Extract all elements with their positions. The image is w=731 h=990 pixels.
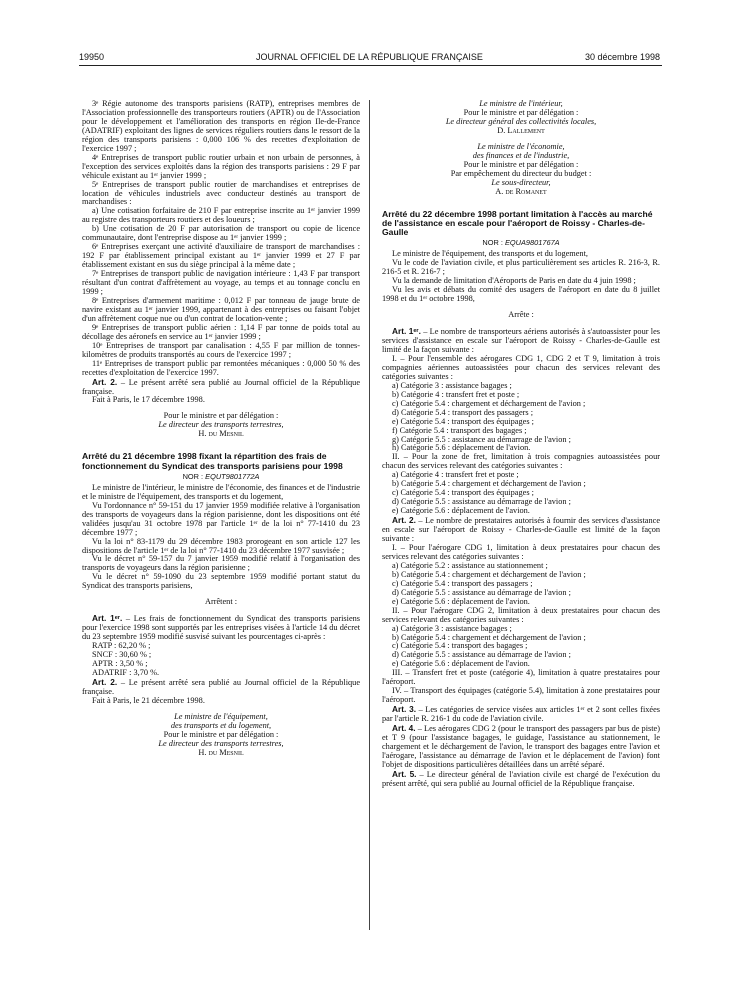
paragraph: Vu le code de l'aviation civile, et plus particulièrement ses articles R. 216-3, R. 216-5 et R. 216-7 ; (382, 258, 660, 277)
share-item: ADATRIF : 3,70 %. (92, 667, 160, 677)
paragraph: II. – Pour la zone de fret, limitation à trois compagnies autoassistées pour chacun des services relevant des catégories suivantes : (382, 452, 660, 471)
list-item: b) Catégorie 5.4 : chargement et déchargement de l'avion ; (392, 479, 586, 489)
page-number: 19950 (79, 52, 105, 62)
paragraph: 9ᵉ Entreprises de transport public aérien : 1,14 F par tonne de poids total au décollage des aéronefs en service au 1ᵉʳ janvier 1999 ; (82, 322, 360, 341)
paragraph: Vu les avis et débats du comité des usagers de l'aéroport en date du 8 juillet 1998 et du 1ᵉʳ octobre 1998, (382, 285, 660, 304)
paragraph: Vu le décret n° 59-157 du 7 janvier 1959 modifié relatif à l'organisation des transports de voyageurs dans la région parisienne ; (82, 554, 360, 573)
column-divider (369, 100, 370, 930)
nor-code: EQUT9801772A (205, 471, 260, 481)
list-item: f) Catégorie 5.4 : transport des bagages ; (392, 425, 527, 435)
nor-code: EQUA9801767A (504, 238, 560, 248)
left-column (82, 100, 360, 758)
list-item: c) Catégorie 5.4 : chargement et déchargement de l'avion ; (392, 398, 586, 408)
article-text: – Les aérogares CDG 2 (pour le transport des passagers par bus de piste) et T 9 (pour l'assistance bagages, le guidage, l'assistance au stationnement, le chargement et le déchargement de l'avion, le transport des bagages entre l'avion et l'aérogare, l'assistance au démarrage de l'avion et le déplacement de l'avion) font l'objet de dispositions particulières détaillées dans un arrêté séparé. (382, 724, 660, 769)
paragraph: Vu la demande de limitation d'Aéroports de Paris en date du 4 juin 1998 ; (392, 276, 636, 286)
paragraph: I. – Pour l'aérogare CDG 1, limitation à deux prestataires pour chacun des services relevant des catégories suivantes : (382, 542, 660, 561)
list-item: g) Catégorie 5.5 : assistance au démarrage de l'avion ; (392, 434, 571, 444)
signature-line: Par empêchement du directeur du budget : (450, 168, 592, 178)
signature-line: Le directeur des transports terrestres, (158, 420, 284, 430)
list-item: b) Catégorie 4 : transfert fret et poste ; (392, 389, 520, 399)
paragraph: Vu l'ordonnance n° 59-151 du 17 janvier 1959 modifiée relative à l'organisation des transports de voyageurs dans la région parisienne, dont les dispositions ont été validées jusqu'au 31 octobre 1978 par l'article 1ᵉʳ de la loi n° 77-1410 du 23 décembre 1977 ; (82, 500, 360, 537)
article-paragraph (382, 770, 660, 789)
issue-date: 30 décembre 1998 (584, 52, 660, 62)
paragraph: IV. – Transport des équipages (catégorie 5.4), limitation à zone prestataires pour l'aéroport. (382, 686, 660, 705)
paragraph: I. – Pour l'ensemble des aérogares CDG 1, CDG 2 et T 9, limitation à trois compagnies aériennes autoassistées pour chacun des services relevant des catégories suivantes : (382, 353, 660, 381)
share-item: RATP : 62,20 % ; (92, 641, 151, 651)
signature-line: des transports et du logement, (170, 720, 272, 730)
nor-reference (382, 238, 660, 248)
list-item: e) Catégorie 5.6 : déplacement de l'avion. (392, 659, 530, 669)
list-item: b) Catégorie 5.4 : chargement et déchargement de l'avion ; (392, 632, 586, 642)
signature-line: des finances et de l'industrie, (472, 150, 570, 160)
signature-line: Pour le ministre et par délégation : (463, 159, 579, 169)
article-text: – Le nombre de prestataires autorisés à fournir des services d'assistance en escale sur l'aéroport de Roissy - Charles-de-Gaulle est limité de la façon suivante : (382, 516, 661, 544)
paragraph: 6ᵉ Entreprises exerçant une activité d'auxiliaire de transport de marchandises : 192 F par établissement principal existant au 1ᵉʳ janvier 1999 et 27 F par établissement existant en sus du siège principal à la même date ; (82, 242, 360, 270)
paragraph: 11ᵉ Entreprises de transport public par remontées mécaniques : 0,000 50 % des recettes d'exploitation de l'exercice 1997. (82, 358, 360, 377)
article-label: Art. 1ᵉʳ. (92, 613, 123, 624)
article-text: – Les frais de fonctionnement du Syndicat des transports parisiens pour l'exercice 1998 sont supportés par les entreprises visées à l'article 14 du décret du 23 septembre 1959 modifié susvisé suivant les pourcentages ci-après : (82, 614, 360, 642)
paragraph: a) Une cotisation forfaitaire de 210 F par entreprise inscrite au 1ᵉʳ janvier 1999 au registre des transporteurs routiers et des loueurs ; (82, 206, 360, 225)
signatory-name: H. du Mesnil (198, 429, 244, 439)
arretent: Arrêtent : (204, 597, 238, 607)
signature-line: Le directeur des transports terrestres, (158, 738, 284, 748)
paragraph: 4ᵉ Entreprises de transport public routier urbain et non urbain de personnes, à l'exception des services exploités dans la région des transports parisiens : 29 F par véhicule existant au 1ᵉʳ janvier 1999 ; (82, 152, 360, 180)
paragraph: 3ᵉ Régie autonome des transports parisiens (RATP), entreprises membres de l'Association professionnelle des transporteurs routiers (APTR) ou de l'Association pour le développement et l'amélioration des transports en région Ile-de-France (ADATRIF) exploitant des lignes de services réguliers routiers dans le ressort de la région des transports parisiens : 0,000 106 % des recettes d'exploitation de l'exercice 1997 ; (82, 99, 360, 153)
list-item: a) Catégorie 3 : assistance bagages ; (392, 623, 512, 633)
list-item: d) Catégorie 5.5 : assistance au démarrage de l'avion ; (392, 650, 571, 660)
share-item: SNCF : 30,60 % ; (92, 650, 152, 660)
signature-line: Pour le ministre et par délégation : (163, 729, 279, 739)
paragraph: 10ᵉ Entreprises de transport par canalisation : 4,55 F par million de tonnes-kilomètres de produits transportés au cours de l'exercice 1997 ; (82, 340, 360, 359)
article-paragraph (82, 614, 360, 642)
signature-line: Pour le ministre et par délégation : (463, 107, 579, 117)
list-item: c) Catégorie 5.4 : transport des équipages ; (392, 488, 534, 498)
list-item: a) Catégorie 5.2 : assistance au stationnement ; (392, 560, 548, 570)
signatory-name: D. Lallement (497, 125, 545, 135)
journal-title: JOURNAL OFFICIEL DE LA RÉPUBLIQUE FRANÇAISE (256, 52, 483, 62)
article-paragraph (82, 378, 360, 397)
paragraph: Le ministre de l'équipement, des transports et du logement, (392, 249, 588, 259)
list-item: d) Catégorie 5.5 : assistance au démarrage de l'avion ; (392, 587, 571, 597)
done-at: Fait à Paris, le 17 décembre 1998. (92, 395, 205, 405)
article-text: – Les catégories de service visées aux articles 1ᵉʳ et 2 sont celles fixées par l'article R. 216-1 du code de l'aviation civile. (382, 705, 661, 724)
article-paragraph (382, 724, 660, 770)
signature-line: Le ministre de l'intérieur, (479, 99, 563, 108)
article-paragraph (82, 678, 360, 697)
paragraph: Vu la loi n° 83-1179 du 29 décembre 1983 prorogeant en son article 127 les dispositions de l'article 1ᵉʳ de la loi n° 77-1410 du 23 décembre 1977 susvisée ; (82, 536, 360, 555)
article-text: – Le directeur général de l'aviation civile est chargé de l'exécution du présent arrêté, qui sera publié au Journal officiel de la République française. (382, 769, 661, 788)
header-rule (79, 65, 662, 66)
article-text: – Le présent arrêté sera publié au Journal officiel de la République française. (82, 377, 361, 396)
signatory-name: A. de Romanet (495, 186, 547, 196)
decree-title: Arrêté du 22 décembre 1998 portant limitation à l'accès au marché de l'assistance en escale pour l'aéroport de Roissy - Charles-de-Gaulle (382, 208, 653, 238)
signatory-name: H. du Mesnil (198, 747, 244, 757)
list-item: c) Catégorie 5.4 : transport des bagages ; (392, 641, 528, 651)
article-label: Art. 2. (92, 376, 118, 387)
signature-line: Pour le ministre et par délégation : (163, 411, 279, 421)
paragraph: II. – Pour l'aérogare CDG 2, limitation à deux prestataires pour chacun des services relevant des catégories suivantes : (382, 605, 660, 624)
page-header (79, 52, 660, 64)
list-item: b) Catégorie 5.4 : chargement et déchargement de l'avion ; (392, 569, 586, 579)
list-item: d) Catégorie 5.5 : assistance au démarrage de l'avion ; (392, 497, 571, 507)
signature-line: Le ministre de l'équipement, (174, 711, 268, 721)
share-item: APTR : 3,50 % ; (92, 659, 148, 669)
signature-line: Le sous-directeur, (491, 177, 551, 187)
article-text: – Le présent arrêté sera publié au Journal officiel de la République française. (82, 677, 361, 696)
list-item: e) Catégorie 5.6 : déplacement de l'avion. (392, 596, 530, 606)
nor-label: NOR : (482, 238, 505, 248)
paragraph: b) Une cotisation de 20 F par autorisation de transport ou copie de licence communautaire, dont l'entreprise dispose au 1ᵉʳ janvier 1999 ; (82, 224, 360, 243)
nor-reference (82, 472, 360, 482)
paragraph: 7ᵉ Entreprises de transport public de navigation intérieure : 1,43 F par transport résultant d'un contrat d'affrètement au voyage, au temps et au tonnage conclu en 1999 ; (82, 269, 360, 297)
nor-label: NOR : (182, 471, 206, 481)
done-at: Fait à Paris, le 21 décembre 1998. (92, 695, 205, 705)
signature-line: Le ministre de l'économie, (477, 141, 565, 151)
list-item: e) Catégorie 5.6 : déplacement de l'avion. (392, 506, 530, 516)
paragraph: 5ᵉ Entreprises de transport public routier de marchandises et entreprises de location de véhicules industriels avec conducteur destinés au transport de marchandises : (82, 179, 360, 207)
article-label: Art. 2. (392, 515, 416, 526)
article-paragraph (382, 327, 660, 355)
arrete: Arrête : (508, 310, 534, 320)
right-column (382, 100, 660, 789)
article-label: Art. 3. (392, 704, 417, 715)
list-item: c) Catégorie 5.4 : transport des passagers ; (392, 578, 533, 588)
article-label: Art. 4. (392, 723, 416, 734)
article-text: – Le nombre de transporteurs aériens autorisés à s'autoassister pour les services d'assistance en escale sur l'aéroport de Roissy - Charles-de-Gaulle est limité de la façon suivante : (382, 327, 660, 354)
article-label: Art. 1ᵉʳ. (392, 326, 421, 337)
list-item: a) Catégorie 3 : assistance bagages ; (392, 380, 512, 390)
list-item: e) Catégorie 5.4 : transport des équipages ; (392, 416, 534, 426)
paragraph: Vu le décret n° 59-1090 du 23 septembre 1959 modifié portant statut du Syndicat des transports parisiens, (82, 572, 360, 591)
list-item: h) Catégorie 5.6 : déplacement de l'avion. (392, 443, 531, 453)
article-label: Art. 2. (92, 676, 118, 687)
signature-line: Le directeur général des collectivités locales, (445, 116, 597, 126)
article-paragraph (382, 516, 660, 544)
article-label: Art. 5. (392, 768, 417, 779)
list-item: d) Catégorie 5.4 : transport des passagers ; (392, 407, 534, 417)
paragraph: III. – Transfert fret et poste (catégorie 4), limitation à quatre prestataires pour l'aéroport. (382, 668, 660, 687)
paragraph: Le ministre de l'intérieur, le ministre de l'économie, des finances et de l'industrie et le ministre de l'équipement, des transports et du logement, (82, 482, 360, 501)
list-item: a) Catégorie 4 : transfert fret et poste ; (392, 470, 519, 480)
article-paragraph (382, 705, 660, 724)
decree-title: Arrêté du 21 décembre 1998 fixant la répartition des frais de fonctionnement du Syndicat des transports parisiens pour 1998 (82, 451, 343, 471)
paragraph: 8ᵉ Entreprises d'armement maritime : 0,012 F par tonneau de jauge brute de navire existant au 1ᵉʳ janvier 1999, appartenant à des entreprises ou faisant l'objet d'un affrètement coque nue ou d'un contrat de location-vente ; (82, 295, 360, 323)
